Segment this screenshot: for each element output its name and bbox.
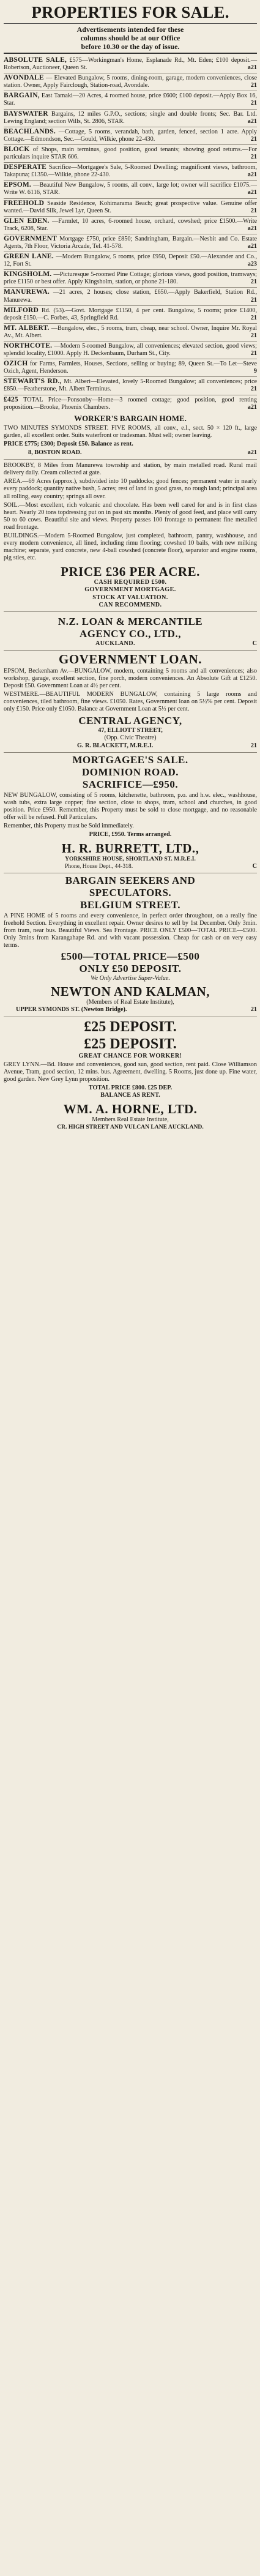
ad-reference: 9	[253, 368, 257, 375]
classified-ad	[4, 110, 257, 127]
horne-address: CR. HIGH STREET AND VULCAN LANE AUCKLAND.	[57, 1124, 204, 1131]
ad-reference: a21	[247, 225, 257, 232]
classified-ad	[4, 359, 257, 377]
classified-ad	[4, 73, 257, 91]
ad-reference: a21	[247, 242, 257, 250]
ad-text: Mt. Albert—Elevated, lovely 5-Roomed Bungalow; all conveniences; price £850.—Featherstone, Mt. Albert Terminus.	[4, 378, 257, 393]
ad-reference: 21	[250, 154, 257, 161]
ads-list	[4, 56, 257, 413]
ad-text: Bargains, 12 miles G.P.O., sections; single and double fronts; Sec. Bar. Ltd. Lewing England; section Wills, St. 2806, STAR.	[4, 110, 257, 125]
ad-text: of Shops, main terminus, good position, good tenants; showing good returns.—For particulars inquire STAR 606.	[4, 146, 258, 161]
burrett-phone: Phone, House Dept., 44-318.	[65, 862, 133, 870]
workers-heading: WORKER'S BARGAIN HOME.	[74, 413, 187, 423]
brookby-ad	[4, 460, 257, 612]
notice	[4, 25, 257, 51]
ad-text: Rd. (53).—Govt. Mortgage £1150, 4 per cent. Bungalow, 5 rooms; price £1400, deposit £150.—C. Forbes, 43, Springfield Rd.	[4, 307, 257, 321]
mortgagee-heading-3: SACRIFICE—£950.	[82, 778, 179, 790]
bargain-price: £500—TOTAL PRICE—£500	[61, 950, 200, 963]
notice-line: Advertisements intended for these	[76, 25, 184, 34]
ad-reference: 21	[250, 296, 257, 304]
burrett-address: YORKSHIRE HOUSE, SHORTLAND ST. M.R.E.I.	[65, 856, 196, 863]
nz-loan-sig: C	[252, 640, 257, 647]
ad-text: TOTAL Price—Ponsonby—Home—3 roomed cottage; good position, good renting proposition.—Brooke, Phoenix Chambers.	[4, 396, 257, 411]
ad-text: —Modern 5-roomed Bungalow, all conveniences; elevated section, good views; splendid locality, £1000. Apply H. Deckenbaum, Durham St., City.	[4, 343, 258, 357]
ad-text: —21 acres, 2 houses; close station, £650.—Apply Bakerfield, Station Rd., Manurewa.	[4, 289, 258, 304]
bargain-heading: BARGAIN SEEKERS AND	[65, 874, 196, 886]
deposit-ad	[4, 1017, 257, 1133]
ad-reference: 21	[250, 207, 257, 214]
government-loan-ad	[4, 651, 257, 753]
classified-ad	[4, 56, 257, 73]
ad-lead: GOVERNMENT	[4, 234, 57, 242]
brookby-price: PRICE £36 PER ACRE.	[61, 564, 200, 580]
ad-reference: a21	[247, 64, 257, 72]
classified-ad	[4, 127, 257, 145]
notice-line: columns should be at our Office	[80, 34, 180, 42]
ad-lead: MILFORD	[4, 306, 39, 314]
ad-text: —Cottage, 5 rooms, verandah, bath, garden, fenced, section 1 acre. Apply Cottage.—Edmondson, Sec.—Gould, Wilkie, phone 22-430.	[4, 128, 257, 143]
mortgagee-price: PRICE, £950. Terms arranged.	[89, 831, 172, 838]
nz-loan-name: N.Z. LOAN & MERCANTILE	[58, 615, 203, 627]
newton-kalman-members: (Members of Real Estate Institute),	[86, 999, 174, 1006]
govloan-heading: GOVERNMENT LOAN.	[59, 651, 202, 666]
classified-ad	[4, 395, 257, 413]
bargain-note: We Only Advertise Super-Value.	[91, 975, 170, 982]
mortgagee-remember: Remember, this Property must be Sold immediately.	[4, 823, 134, 830]
horne-firm: WM. A. HORNE, LTD.	[63, 1102, 198, 1117]
ad-reference: a21	[247, 118, 257, 125]
central-agency-principal: G. R. BLACKETT, M.R.E.I.	[77, 742, 154, 749]
workers-sig: a21	[247, 449, 257, 457]
central-agency-address: 47, ELLIOTT STREET,	[98, 727, 163, 734]
workers-bargain-ad	[4, 413, 257, 460]
workers-terms: PRICE £775; £300; Deposit £50. Balance as rent.	[4, 440, 133, 447]
ad-text: — Elevated Bungalow, 5 rooms, dining-room, garage, modern conveniences, close station. Owner, Apply Fairclough, Station-road, Avondale.	[4, 75, 257, 89]
ad-lead: EPSOM.	[4, 181, 31, 189]
classified-ad	[4, 91, 257, 109]
ad-text: Seaside Residence, Kohimarama Beach; great prospective value. Genuine offer wanted.—David Silk, Jewel Lyr, Queen St.	[4, 200, 258, 214]
ad-text: —Modern Bungalow, 5 rooms, price £950, Deposit £50.—Alexander and Co., 12, Fort St.	[4, 253, 258, 268]
newton-kalman-firm: NEWTON AND KALMAN,	[50, 984, 210, 999]
central-agency-address-2: (Opp. Civic Theatre)	[104, 734, 157, 742]
deposit-body: GREY LYNN.—Bd. House and conveniences, good sun, good section, rent paid. Close Williamson Avenue, Tram, good section, 12 mins. bus. Agreement, dwelling. 5 Rooms, just done up. Fine water, good garden. New Grey Lynn proposition.	[4, 1061, 257, 1083]
workers-address: 8, BOSTON ROAD.	[28, 449, 82, 457]
bargain-body: A PINE HOME of 5 rooms and every convenience, in perfect order throughout, on a really fine freehold Section. Everything in excellent repair. Owner desires to sell by 1st December. Only 3min. from tram, near bus. Beautiful Views. Sea Frontage. PRICE ONLY £500—TOTAL PRICE—£500. Only 3mins from Karangahape Rd. and with vacant possession. Cheap for cash or on very easy terms.	[4, 912, 257, 949]
ad-lead: AVONDALE	[4, 74, 44, 82]
brookby-recommend: CAN RECOMMEND.	[98, 601, 162, 608]
classified-ad	[4, 199, 257, 217]
ad-lead: GREEN LANE.	[4, 253, 54, 261]
ad-lead: DESPERATE	[4, 163, 46, 171]
central-agency-name: CENTRAL AGENCY,	[78, 715, 182, 727]
ad-reference: 21	[250, 82, 257, 89]
ad-text: —Beautiful New Bungalow, 5 rooms, all conv., large lot; owner will sacrifice £1075.—Write W. 6116, STAR.	[4, 182, 257, 196]
ad-lead: GLEN EDEN.	[4, 217, 50, 225]
ad-lead: STEWART'S RD.,	[4, 378, 62, 386]
bargain-sig: 21	[250, 1006, 257, 1014]
ad-text: Mortgage £750, price £850; Sandringham, Bargain.—Nesbit and Co. Estate Agents, 7th Floor, Victoria Arcade, Tel. 41-578.	[4, 235, 257, 250]
brookby-stock: STOCK AT VALUATION.	[92, 594, 168, 601]
classified-ad	[4, 306, 257, 324]
classified-ad	[4, 288, 257, 305]
ad-lead: ABSOLUTE SALE,	[4, 56, 67, 64]
ad-lead: BARGAIN,	[4, 92, 40, 100]
mortgagee-sale-ad	[4, 753, 257, 873]
deposit-total: TOTAL PRICE £800. £25 DEP.	[88, 1084, 173, 1091]
ad-text: for Farms, Farmlets, Houses, Sections, selling or buying; 89, Queen St.—To Let—Steve Ozich, Agent, Henderson.	[4, 360, 258, 375]
ad-lead: KINGSHOLM.	[4, 271, 52, 278]
classified-ad	[4, 270, 257, 288]
classified-ad	[4, 324, 257, 342]
ad-reference: 21	[250, 278, 257, 286]
ad-lead: BEACHLANDS.	[4, 127, 56, 135]
ad-lead: £425	[4, 395, 18, 403]
brookby-cash: CASH REQUIRED £500.	[94, 579, 167, 586]
ad-reference: 21	[250, 386, 257, 393]
ad-text: —Farmlet, 10 acres, 6-roomed house, orchard, cowshed; price £1500.—Write Track, 6208, Star.	[4, 217, 257, 232]
nz-loan-name-2: AGENCY CO., LTD.,	[80, 627, 181, 640]
ad-lead: FREEHOLD	[4, 199, 45, 207]
ad-reference: 21	[250, 350, 257, 357]
horne-institute: Members Real Estate Institute,	[92, 1116, 169, 1124]
ad-lead: BLOCK	[4, 145, 30, 153]
classified-ad	[4, 377, 257, 395]
ad-text: East Tamaki—20 Acres, 4 roomed house, price £600; £100 deposit.—Apply Box 16, Star.	[4, 92, 257, 107]
ad-lead: NORTHCOTE.	[4, 342, 53, 349]
workers-body: TWO MINUTES SYMONDS STREET. FIVE ROOMS, all conv., e.l., sect. 50 × 120 ft., large garden, all excellent order. Suits waterfront or tradesman. Must sell; owner leaving.	[4, 424, 257, 439]
deposit-heading-2: £25 DEPOSIT.	[84, 1036, 177, 1052]
ad-lead: MT. ALBERT.	[4, 324, 50, 332]
rule	[4, 23, 257, 24]
classified-ad	[4, 252, 257, 270]
classified-ad	[4, 163, 257, 181]
bargain-deposit: ONLY £50 DEPOSIT.	[79, 963, 182, 975]
deposit-heading: £25 DEPOSIT.	[84, 1018, 177, 1035]
notice-line: before 10.30 or the day of issue.	[81, 42, 180, 51]
rule	[4, 53, 257, 54]
govloan-westmere: WESTMERE.—BEAUTIFUL MODERN BUNGALOW, containing 5 large rooms and conveniences, tiled bathroom, fine views. £1050. Rates, Government loan on 5½% per cent. Deposit only £150. Price only £1050. Balance at Government Loan at 5½ per cent.	[4, 691, 257, 713]
newton-kalman-address: UPPER SYMONDS ST. (Newton Bridge).	[16, 1006, 127, 1014]
brookby-govt: GOVERNMENT MORTGAGE.	[84, 586, 176, 594]
ad-reference: a21	[247, 403, 257, 411]
ad-reference: 21	[250, 100, 257, 107]
brookby-intro: BROOKBY, 8 Miles from Manurewa township and station, by main metalled road. Rural mail delivery daily. Cream collected at gate.	[4, 462, 257, 477]
ad-reference: 21	[250, 314, 257, 321]
burrett-firm: H. R. BURRETT, LTD.,	[61, 841, 199, 856]
ad-lead: MANUREWA.	[4, 288, 50, 296]
ad-reference: a23	[247, 261, 257, 268]
mortgagee-heading: MORTGAGEE'S SALE.	[72, 753, 188, 766]
ad-reference: 21	[250, 332, 257, 339]
mortgagee-body: NEW BUNGALOW, consisting of 5 rooms, kitchenette, bathroom, p.o. and h.w. elec., washhouse, wash tubs, extra large copper; fine section, close to shops, tram, school and churches, in good position. Price £950. Remember, this Property must be sold to close mortgage, and no reasonable offer will be refused. Full Particulars.	[4, 791, 257, 821]
ad-lead: OZICH	[4, 360, 28, 368]
mortgagee-sig: C	[252, 862, 257, 870]
section-title: PROPERTIES FOR SALE.	[31, 3, 229, 21]
classified-ad	[4, 342, 257, 359]
deposit-balance: BALANCE AS RENT.	[100, 1092, 160, 1099]
ad-lead: BAYSWATER	[4, 110, 48, 118]
mortgagee-heading-2: DOMINION ROAD.	[81, 766, 179, 778]
bargain-heading-2: SPECULATORS.	[89, 886, 172, 898]
govloan-epsom: EPSOM, Beckenham Av.—BUNGALOW, modern, containing 5 rooms and all conveniences; also workshop, garage, excellent section, fine porch, modern conveniences. An Absolute Gift at £1250. Deposit £50. Government Loan at 4½ per cent.	[4, 667, 257, 689]
classified-ad	[4, 234, 257, 252]
nz-loan-city: AUCKLAND.	[95, 640, 136, 647]
deposit-subheading: GREAT CHANCE FOR WORKER!	[78, 1052, 182, 1059]
ad-reference: a21	[247, 171, 257, 179]
brookby-area: AREA.—69 Acres (approx.), subdivided into 10 paddocks; good fences; permanent water in nearly every paddock; quantity native bush, 5 acres; rest of land in good grass, no rough land; principal area all rolling, easy country; springs all over.	[4, 478, 257, 500]
nz-loan-ad	[4, 612, 257, 651]
classified-ad	[4, 181, 257, 198]
brookby-soil: SOIL.—Most excellent, rich volcanic and chocolate. Has been well cared for and is in first class heart. Nearly 20 tons topdressing put on in past six months. Plenty of good feed, and place will carry 50 to 60 cows. Beautiful site and views. Property passes 100 frontage to permanent fine metalled road frontage.	[4, 501, 257, 531]
classified-ad	[4, 145, 257, 163]
ad-text: Sacrifice—Mortgagee's Sale, 5-Roomed Dwelling; magnificent views, bathroom, Takapuna; £1350.—Wilkie, phone 22-430.	[4, 164, 257, 179]
brookby-buildings: BUILDINGS.—Modern 5-Roomed Bungalow, just completed, bathroom, pantry, washhouse, and every modern convenience, all lined, including rimu flooring; cowshed 10 bails, with new milking machine; separate, yard concrete, new 4-ball cowshed (concrete floor), separator and engine rooms, pig sties, etc.	[4, 532, 257, 562]
classified-ad	[4, 217, 257, 234]
bargain-heading-3: BELGIUM STREET.	[80, 898, 180, 911]
ad-reference: a21	[247, 189, 257, 196]
ad-reference: 21	[250, 135, 257, 143]
ad-text: —Bungalow, elec., 5 rooms, tram, cheap, near school. Owner, Inquire Mr. Royal Av., Mt. Albert.	[4, 324, 257, 339]
govloan-sig: 21	[250, 742, 257, 749]
ad-text: £575—Workingman's Home, Esplanade Rd., Mt. Eden; £100 deposit.—Robertson, Auctioneer, Queen St.	[4, 57, 258, 72]
ad-text: —Picturesque 5-roomed Pine Cottage; glorious views, good position, tramways; price £1150 or best offer. Apply Kingsholm, station, or phone 21-180.	[4, 271, 257, 286]
bargain-seekers-ad	[4, 873, 257, 1017]
